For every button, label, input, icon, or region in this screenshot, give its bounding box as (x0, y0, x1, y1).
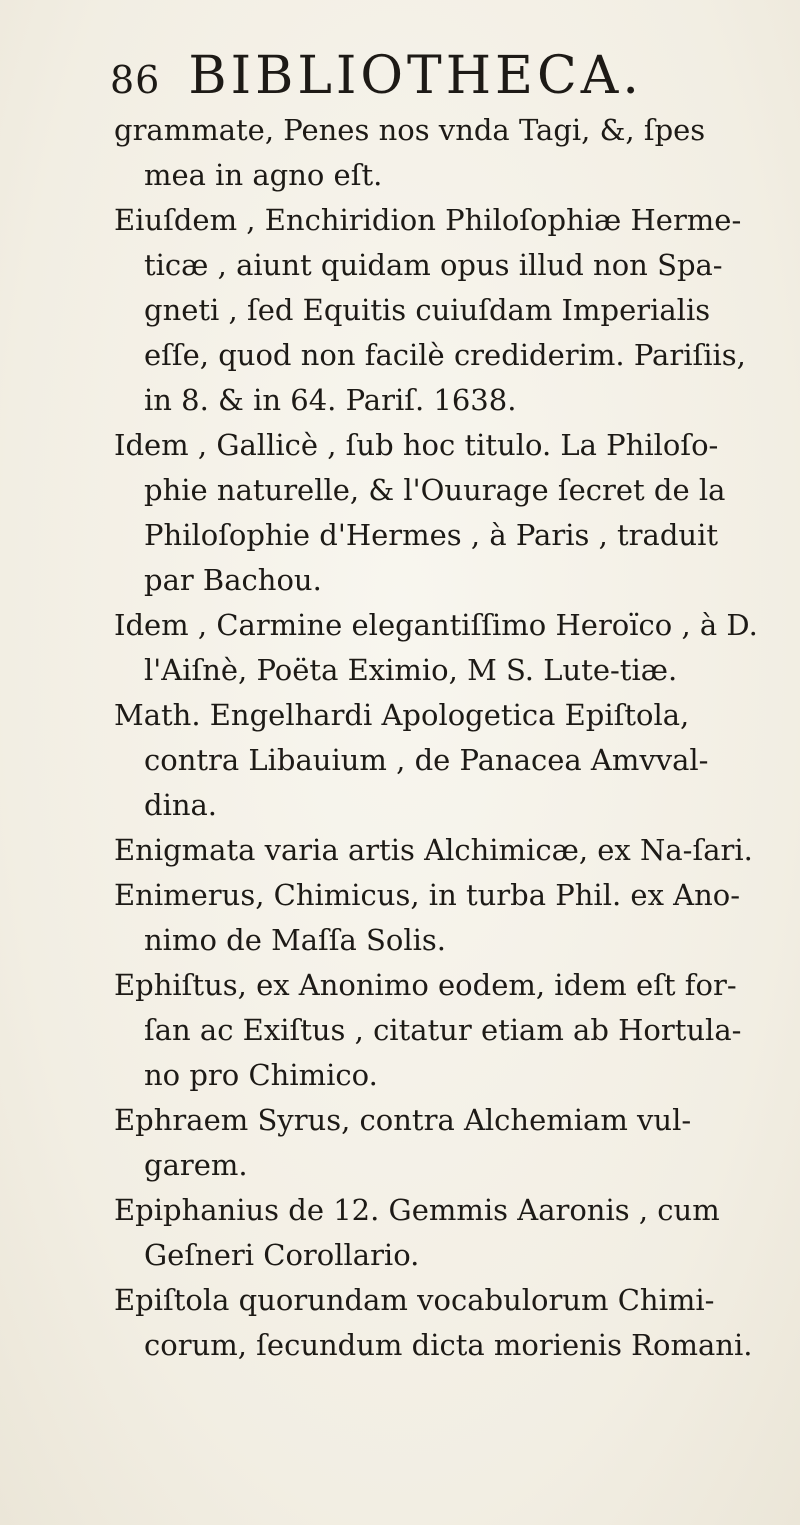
page-number: 86 (110, 58, 161, 102)
bibliography-entry: Math. Engelhardi Apologetica Epiſtola, contra Libauium , de Panacea Amvval-dina. (114, 698, 709, 822)
bibliography-entry: Idem , Gallicè , ſub hoc titulo. La Philoſo-phie naturelle, & l'Ouurage ſecret de la Philoſophie d'Hermes , à Paris , traduit par Bachou. (114, 428, 735, 597)
bibliography-entry: Ephraem Syrus, contra Alchemiam vul-garem. (114, 1103, 692, 1182)
bibliography-entry: Eiuſdem , Enchiridion Philoſophiæ Herme-ticæ , aiunt quidam opus illud non Spa-gneti , ſed Equitis cuiuſdam Imperialis eſſe, quod non facilè crediderim. Pariſiis, in 8. & in 64. Pariſ. 1638. (114, 203, 756, 417)
bibliography-entry: Epiphanius de 12. Gemmis Aaronis , cum Geſneri Corollario. (114, 1193, 729, 1272)
bibliography-entry: Enigmata varia artis Alchimicæ, ex Na-ſari. (114, 833, 753, 867)
bibliography-entry: grammate, Penes nos vnda Tagi, &, ſpes mea in agno eſt. (114, 113, 715, 192)
bibliography-entries (114, 108, 774, 1368)
bibliography-entry: Idem , Carmine elegantiſſimo Heroïco , à D. l'Aiſnè, Poëta Eximio, M S. Lute-tiæ. (114, 608, 768, 687)
page-header (110, 46, 760, 106)
bibliography-entry: Ephiſtus, ex Anonimo eodem, idem eſt for-ſan ac Exiſtus , citatur etiam ab Hortula-no pro Chimico. (114, 968, 742, 1092)
running-head: BIBLIOTHECA. (188, 46, 643, 106)
bibliography-entry: Enimerus, Chimicus, in turba Phil. ex Ano-nimo de Maſſa Solis. (114, 878, 741, 957)
bibliography-entry: Epiſtola quorundam vocabulorum Chimi-corum, ſecundum dicta morienis Romani. (114, 1283, 753, 1362)
